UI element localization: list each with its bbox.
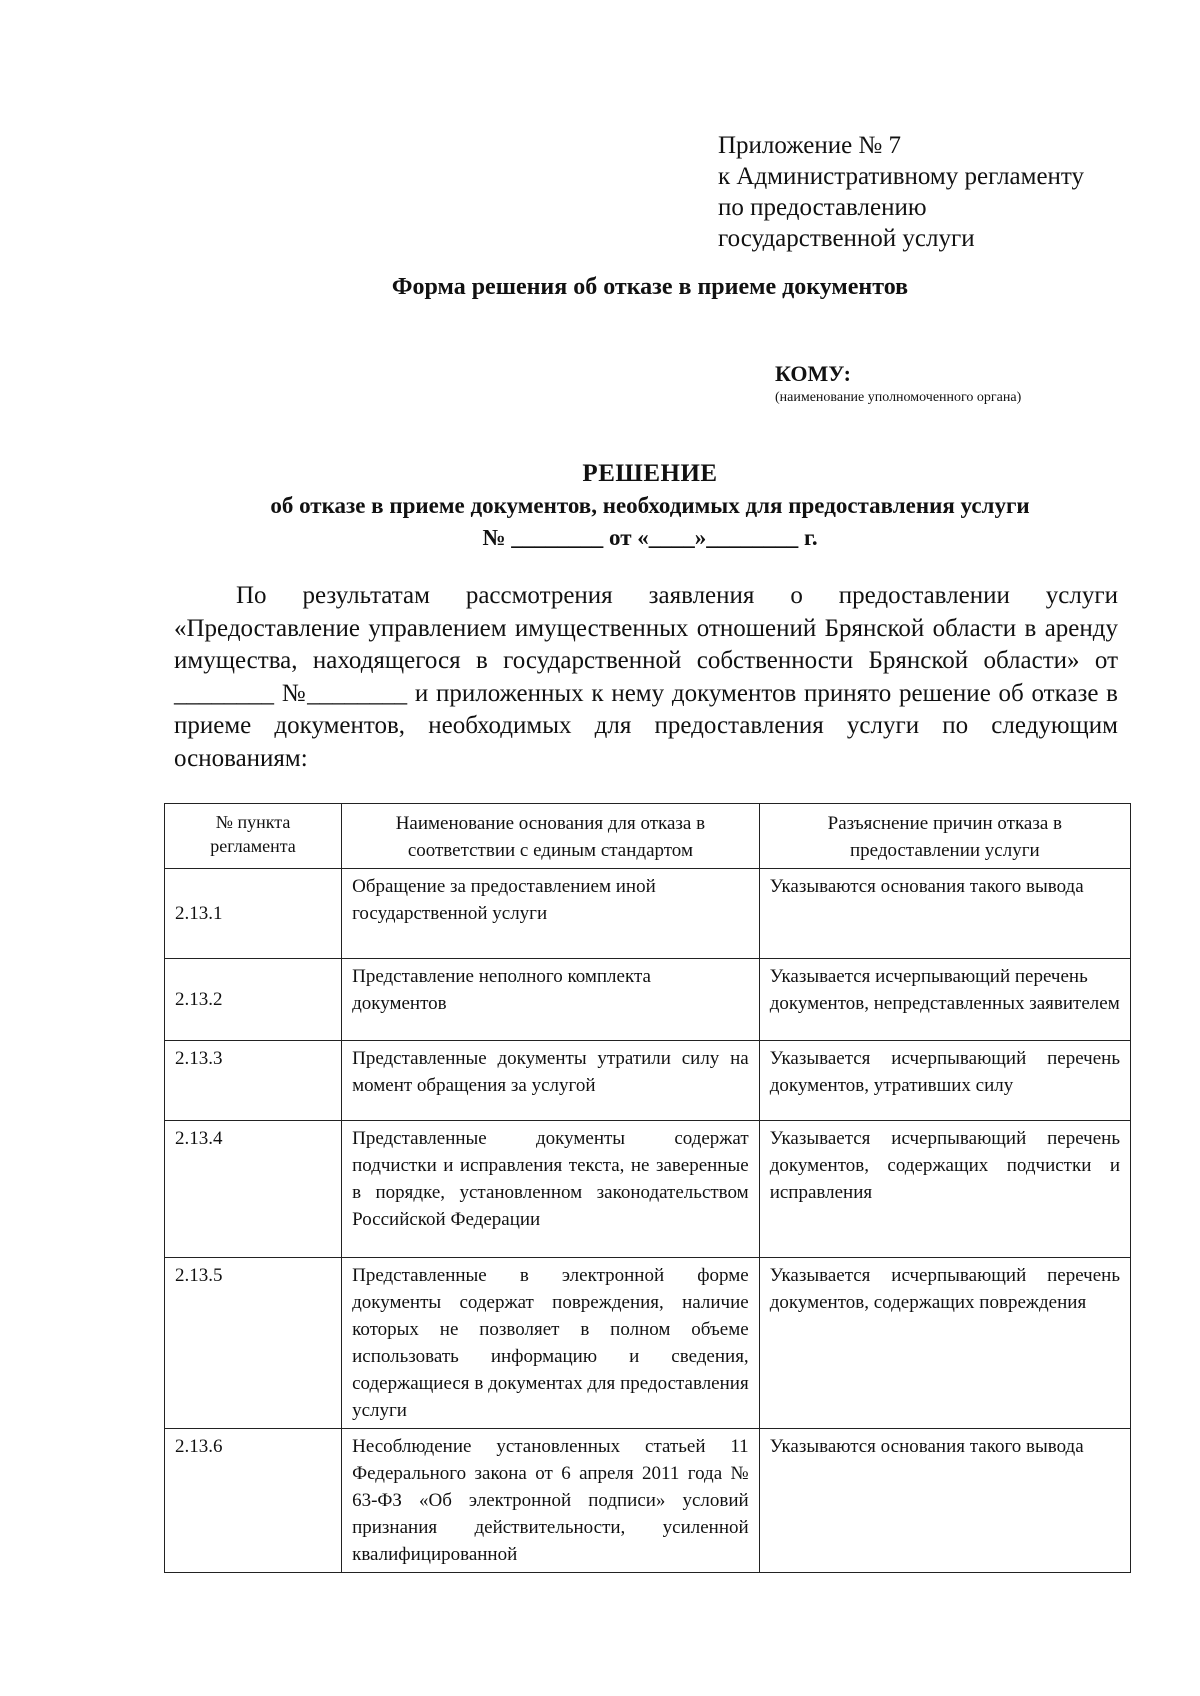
form-title: Форма решения об отказе в приеме документов xyxy=(391,274,909,300)
reason-cell: Несоблюдение установленных статьей 11 Федерального закона от 6 апреля 2011 года № 63-ФЗ «Об электронной подписи» условий признания действительности, усиленной квалифицированной xyxy=(342,1429,760,1573)
reason-cell: Представление неполного комплекта документов xyxy=(342,959,760,1041)
appendix-line: к Административному регламенту xyxy=(718,163,1085,190)
explanation-cell: Указываются основания такого вывода xyxy=(759,869,1130,959)
table-row xyxy=(165,1429,1131,1573)
decision-number-line: № ________ от «____»________ г. xyxy=(482,525,818,550)
recipient-block xyxy=(775,361,1021,407)
clause-number: 2.13.3 xyxy=(165,1041,342,1121)
explanation-cell: Указываются основания такого вывода xyxy=(759,1429,1130,1573)
clause-number: 2.13.6 xyxy=(165,1429,342,1573)
explanation-cell: Указывается исчерпывающий перечень документов, содержащих подчистки и исправления xyxy=(759,1121,1130,1258)
explanation-cell: Указывается исчерпывающий перечень документов, утративших силу xyxy=(759,1041,1130,1121)
recipient-label: КОМУ: xyxy=(775,361,851,386)
reason-cell: Представленные документы утратили силу на момент обращения за услугой xyxy=(342,1041,760,1121)
clause-number: 2.13.1 xyxy=(165,869,342,959)
recipient-note: (наименование уполномоченного органа) xyxy=(775,390,1022,405)
explanation-cell: Указывается исчерпывающий перечень документов, содержащих повреждения xyxy=(759,1258,1130,1429)
appendix-line: по предоставлению xyxy=(718,194,927,221)
table-row xyxy=(165,1041,1131,1121)
table-row xyxy=(165,959,1131,1041)
header-clause-number: № пункта регламента xyxy=(165,804,342,869)
decision-title: РЕШЕНИЕ xyxy=(582,460,718,487)
clause-number: 2.13.5 xyxy=(165,1258,342,1429)
reason-cell: Представленные документы содержат подчистки и исправления текста, не заверенные в порядке, установленном законодательством Российской Федерации xyxy=(342,1121,760,1258)
table-row xyxy=(165,1258,1131,1429)
appendix-header xyxy=(718,130,1084,254)
reason-cell: Обращение за предоставлением иной государственной услуги xyxy=(342,869,760,959)
table-row xyxy=(165,869,1131,959)
decision-subtitle: об отказе в приеме документов, необходимых для предоставления услуги xyxy=(270,493,1030,518)
appendix-line: Приложение № 7 xyxy=(718,132,902,159)
header-explanation: Разъяснение причин отказа в предоставлении услуги xyxy=(759,804,1130,869)
header-reason: Наименование основания для отказа в соответствии с единым стандартом xyxy=(342,804,760,869)
clause-number: 2.13.2 xyxy=(165,959,342,1041)
decision-body-text: По результатам рассмотрения заявления о предоставлении услуги «Предоставление управлением имущественных отношений Брянской области в аренду имущества, находящегося в государственной собственности Брянской области» от ________ №________ и приложенных к нему документов принято решение об отказе в приеме документов, необходимых для предоставления услуги по следующим основаниям: xyxy=(174,582,1118,772)
appendix-line: государственной услуги xyxy=(718,225,975,252)
table-header-row xyxy=(165,804,1131,869)
clause-number: 2.13.4 xyxy=(165,1121,342,1258)
explanation-cell: Указывается исчерпывающий перечень документов, непредставленных заявителем xyxy=(759,959,1130,1041)
table-row xyxy=(165,1121,1131,1258)
refusal-reasons-table xyxy=(164,803,1131,1573)
reason-cell: Представленные в электронной форме документы содержат повреждения, наличие которых не позволяет в полном объеме использовать информацию и сведения, содержащиеся в документах для предоставления услуги xyxy=(342,1258,760,1429)
